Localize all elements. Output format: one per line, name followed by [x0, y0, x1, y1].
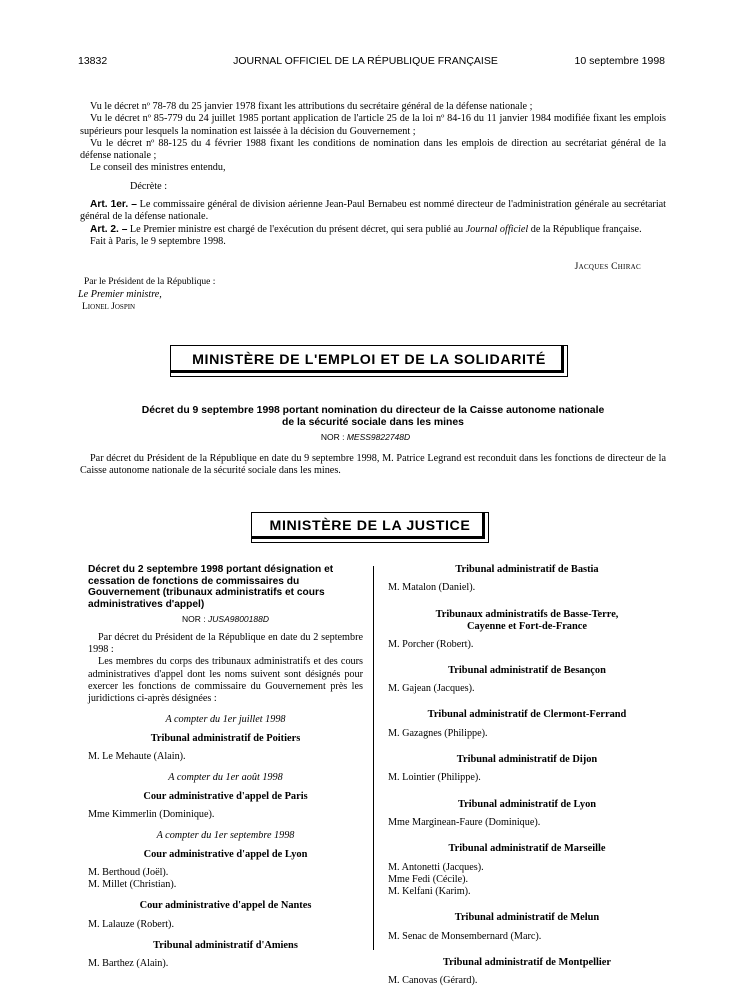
person: M. Gajean (Jacques). [388, 683, 475, 695]
person: M. Senac de Monsembernard (Marc). [388, 930, 542, 942]
court-heading: Tribunal administratif de Montpellier [442, 957, 612, 969]
court-heading: Cour administrative d'appel de Lyon [143, 848, 308, 860]
journal-title: JOURNAL OFFICIEL DE LA RÉPUBLIQUE FRANÇAISE [233, 55, 498, 67]
section-date: A compter du 1er juillet 1998 [165, 714, 286, 726]
justice-decree-title: Décret du 2 septembre 1998 portant désignation et cessation de fonctions de commissaires du Gouvernement (tribunaux administratifs et cours administratives d'appel) [88, 564, 334, 610]
journal-officiel-italic: Journal officiel [465, 223, 529, 235]
person: Mme Fedi (Cécile). [388, 873, 469, 885]
court-heading: Tribunal administratif de Bastia [455, 564, 599, 575]
nor-code: MESS9822748D [346, 432, 411, 442]
emploi-text: Par décret du Président de la République en date du 9 septembre 1998, M. Patrice Legrand est reconduit dans les fonctions de directeur de la Caisse autonome nationale de la sécurité sociale dans les mines. [80, 453, 666, 477]
article-label: Art. 2. – [90, 223, 128, 235]
section-date: A compter du 1er août 1998 [168, 772, 283, 784]
nor-code: JUSA9800188D [208, 614, 269, 625]
ministry-justice-title: MINISTÈRE DE LA JUSTICE [269, 518, 471, 534]
person: M. Barthez (Alain). [88, 958, 169, 970]
nor-label: NOR : [320, 432, 345, 442]
court-heading: Tribunal administratif de Marseille [448, 843, 606, 855]
ministry-emploi-box [170, 345, 568, 377]
emploi-paragraph [80, 453, 666, 478]
court-heading-multi [388, 609, 666, 633]
court-heading: Tribunal administratif d'Amiens [153, 940, 298, 952]
visa: Vu le décret nº 78-78 du 25 janvier 1978 fixant les attributions du secrétaire général de la défense nationale ; [90, 101, 533, 112]
par-le-president: Par le Président de la République : [84, 277, 216, 287]
court-heading: Tribunal administratif de Besançon [448, 664, 606, 676]
article-2 [80, 224, 666, 236]
column-divider [373, 566, 374, 950]
article-text: de la République française. [528, 223, 642, 235]
justice-left-column [88, 564, 363, 971]
pm-name: Lionel Jospin [82, 302, 136, 312]
court-heading: Tribunal administratif de Melun [454, 912, 600, 924]
person: M. Antonetti (Jacques). [388, 861, 484, 873]
person: M. Lalauze (Robert). [88, 918, 174, 930]
person: M. Lointier (Philippe). [388, 772, 481, 784]
signatory-name: Jacques Chirac [574, 262, 641, 272]
visa: Vu le décret nº 88-125 du 4 février 1988 fixant les conditions de nomination dans les emplois de direction au secrétariat général de la défense nationale ; [80, 137, 666, 162]
emploi-decree-title-line1: Décret du 9 septembre 1998 portant nomination du directeur de la Caisse autonome nationale [141, 405, 605, 416]
emploi-decree-title-line2: de la sécurité sociale dans les mines [282, 417, 464, 428]
person: Mme Kimmerlin (Dominique). [88, 808, 215, 820]
article-text: Le commissaire général de division aérienne Jean-Paul Bernabeu est nommé directeur de l'administration générale au secrétariat général de la défense nationale. [80, 199, 667, 223]
person: M. Millet (Christian). [88, 879, 177, 891]
person: M. Gazagnes (Philippe). [388, 727, 488, 739]
person: M. Kelfani (Karim). [388, 886, 471, 898]
page-number: 13832 [78, 55, 108, 67]
emploi-decree-title [80, 405, 666, 429]
article-text: Le Premier ministre est chargé de l'exécution du présent décret, qui sera publié au [129, 223, 466, 235]
court-heading-line2: Cayenne et Fort-de-France [466, 620, 588, 632]
court-heading: Tribunal administratif de Dijon [456, 754, 598, 766]
visa: Vu le décret nº 85-779 du 24 juillet 1985 portant application de l'article 25 de la loi nº 84-16 du 11 janvier 1984 modifiée fixant les emplois supérieurs pour lesquels la nomination est laissée à la décision du Gouvernement ; [80, 113, 666, 137]
visa: Le conseil des ministres entendu, [90, 162, 226, 174]
ministry-emploi-title: MINISTÈRE DE L'EMPLOI ET DE LA SOLIDARITÉ [192, 352, 546, 368]
emploi-nor [0, 432, 731, 442]
signature-block [78, 276, 216, 314]
justice-nor [88, 613, 363, 625]
nor-label: NOR : [182, 614, 206, 625]
article-label: Art. 1er. – [90, 199, 137, 211]
decrete: Décrète : [130, 180, 168, 192]
person: M. Berthoud (Joël). [88, 866, 169, 878]
court-heading: Tribunal administratif de Clermont-Ferrand [427, 709, 627, 721]
person: Mme Marginean-Faure (Dominique). [388, 816, 541, 828]
court-heading: Cour administrative d'appel de Paris [143, 790, 308, 802]
fait-a-paris: Fait à Paris, le 9 septembre 1998. [90, 235, 226, 247]
top-decree [80, 101, 666, 248]
article-1 [80, 199, 666, 224]
person: M. Porcher (Robert). [388, 638, 474, 650]
person: M. Matalon (Daniel). [388, 582, 476, 594]
justice-intro-2: Les membres du corps des tribunaux administratifs et des cours administratives d'appel dont les noms suivent sont désignés pour exercer les fonctions de commissaire du Gouvernement près les juridictions ci-après désignées : [88, 656, 363, 705]
justice-right-column [388, 564, 666, 1002]
header-date: 10 septembre 1998 [574, 55, 665, 67]
section-date: A compter du 1er septembre 1998 [156, 830, 295, 842]
ministry-justice-box [251, 512, 489, 543]
justice-intro-1: Par décret du Président de la République en date du 2 septembre 1998 : [88, 631, 363, 655]
court-heading: Cour administrative d'appel de Nantes [139, 900, 312, 912]
premier-ministre: Le Premier ministre, [78, 288, 162, 300]
court-heading: Tribunal administratif de Lyon [457, 798, 597, 810]
court-heading-line1: Tribunaux administratifs de Basse-Terre, [435, 608, 619, 620]
person: M. Canovas (Gérard). [388, 975, 478, 987]
court-heading: Tribunal administratif de Poitiers [150, 732, 301, 744]
person: M. Le Mehaute (Alain). [88, 751, 186, 763]
